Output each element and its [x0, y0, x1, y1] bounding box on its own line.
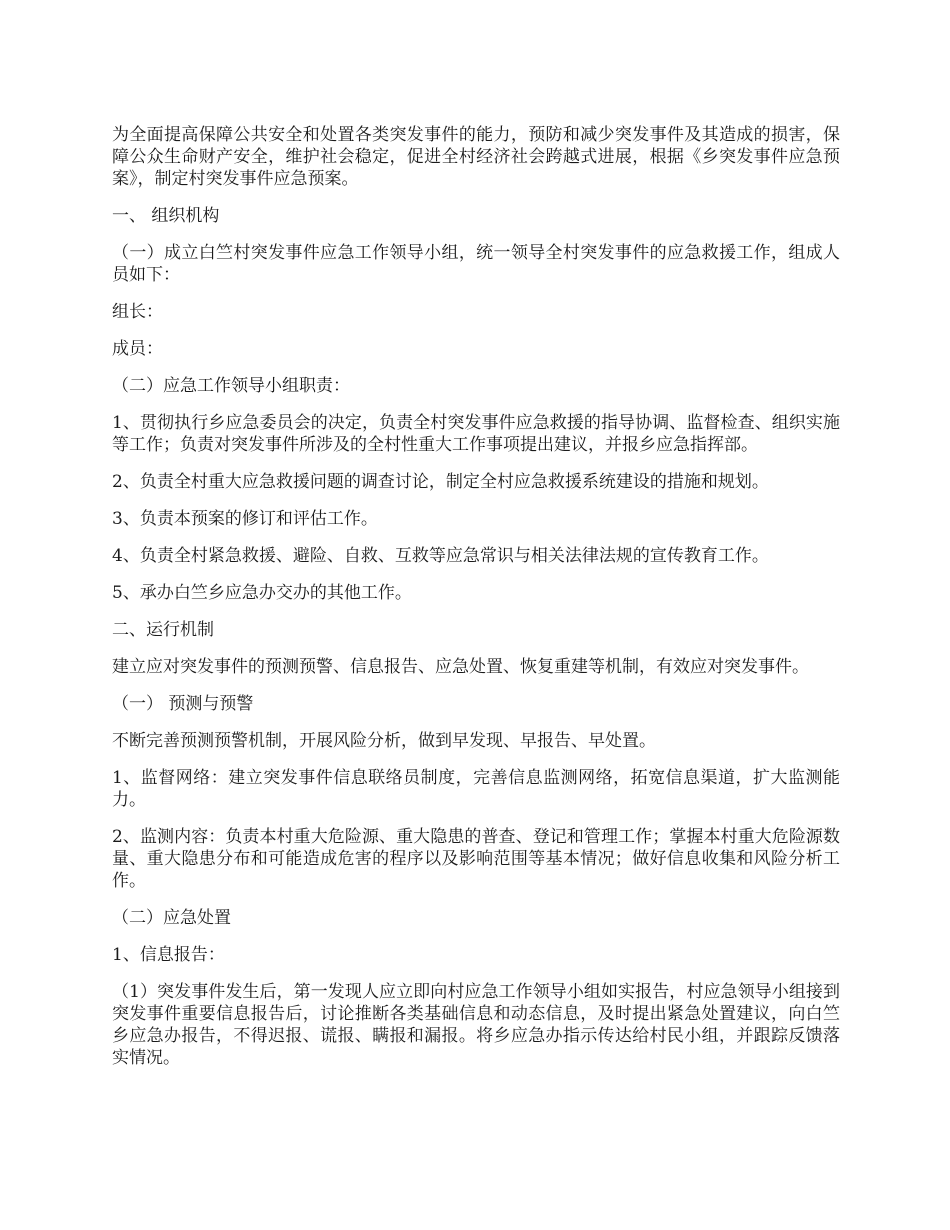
response-item-1-1: （1）突发事件发生后，第一发现人应立即向村应急工作领导小组如实报告，村应急领导小组接到突发事件重要信息报告后，讨论推断各类基础信息和动态信息，及时提出紧急处置建议，向白竺乡应急办报告，不得迟报、谎报、瞒报和漏报。将乡应急办指示传达给村民小组，并跟踪反馈落实情况。	[112, 982, 840, 1068]
paragraph-members: 成员：	[112, 339, 163, 359]
intro-paragraph: 为全面提高保障公共安全和处置各类突发事件的能力，预防和减少突发事件及其造成的损害，保障公众生命财产安全，维护社会稳定，促进全村经济社会跨越式进展，根据《乡突发事件应急预案》，制定村突发事件应急预案。	[112, 125, 840, 189]
duty-item-1: 1、贯彻执行乡应急委员会的决定，负责全村突发事件应急救援的指导协调、监督检查、组织实施等工作；负责对突发事件所涉及的全村性重大工作事项提出建议，并报乡应急指挥部。	[112, 413, 840, 455]
forecast-item-1: 1、监督网络：建立突发事件信息联络员制度，完善信息监测网络，拓宽信息渠道，扩大监测能力。	[112, 768, 840, 810]
subheading-duties: （二）应急工作领导小组职责：	[112, 376, 350, 396]
duty-item-5: 5、承办白竺乡应急办交办的其他工作。	[112, 583, 412, 603]
paragraph-leader: 组长：	[112, 302, 163, 322]
response-item-1: 1、信息报告：	[112, 945, 225, 965]
forecast-item-2: 2、监测内容：负责本村重大危险源、重大隐患的普查、登记和管理工作；掌握本村重大危险源数量、重大隐患分布和可能造成危害的程序以及影响范围等基本情况；做好信息收集和风险分析工作。	[112, 827, 840, 891]
section-heading-mechanism: 二、运行机制	[112, 620, 214, 640]
document-body	[112, 124, 840, 1084]
subheading-forecast: （一） 预测与预警	[112, 694, 254, 714]
duty-item-4: 4、负责全村紧急救援、避险、自救、互救等应急常识与相关法律法规的宣传教育工作。	[112, 546, 769, 566]
paragraph-leading-group: （一）成立白竺村突发事件应急工作领导小组，统一领导全村突发事件的应急救援工作，组成人员如下：	[112, 243, 840, 285]
section-heading-organization: 一、 组织机构	[112, 206, 220, 226]
subheading-response: （二）应急处置	[112, 908, 231, 928]
paragraph-mechanism: 建立应对突发事件的预测预警、信息报告、应急处置、恢复重建等机制，有效应对突发事件。	[112, 657, 809, 677]
duty-item-3: 3、负责本预案的修订和评估工作。	[112, 509, 378, 529]
duty-item-2: 2、负责全村重大应急救援问题的调查讨论，制定全村应急救援系统建设的措施和规划。	[112, 472, 769, 492]
paragraph-forecast: 不断完善预测预警机制，开展风险分析，做到早发现、早报告、早处置。	[112, 731, 656, 751]
